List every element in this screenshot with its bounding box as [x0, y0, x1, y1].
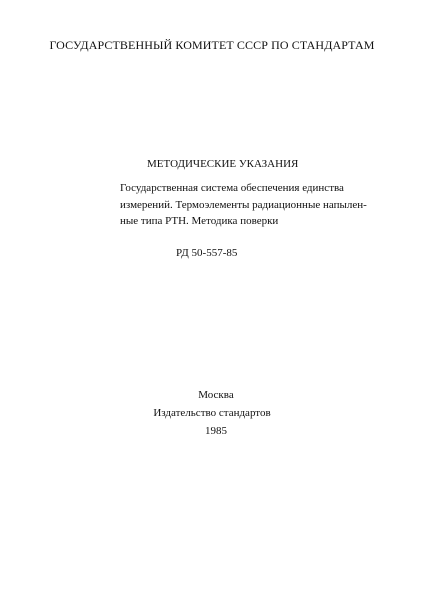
- imprint: [0, 386, 424, 440]
- organization-header: ГОСУДАРСТВЕННЫЙ КОМИТЕТ СССР ПО СТАНДАРТАМ: [49, 38, 375, 52]
- imprint-year: 1985: [205, 425, 227, 437]
- document-type: МЕТОДИЧЕСКИЕ УКАЗАНИЯ: [147, 158, 299, 170]
- title-line-2: измерений. Термоэлементы радиационные напылен-: [120, 198, 367, 211]
- title-line-3: ные типа РТН. Методика поверки: [120, 215, 279, 227]
- document-title: [120, 180, 367, 230]
- document-code: РД 50-557-85: [176, 247, 238, 259]
- imprint-city: Москва: [198, 389, 234, 401]
- imprint-publisher: Издательство стандартов: [153, 407, 271, 419]
- title-line-1: Государственная система обеспечения единства: [120, 182, 344, 194]
